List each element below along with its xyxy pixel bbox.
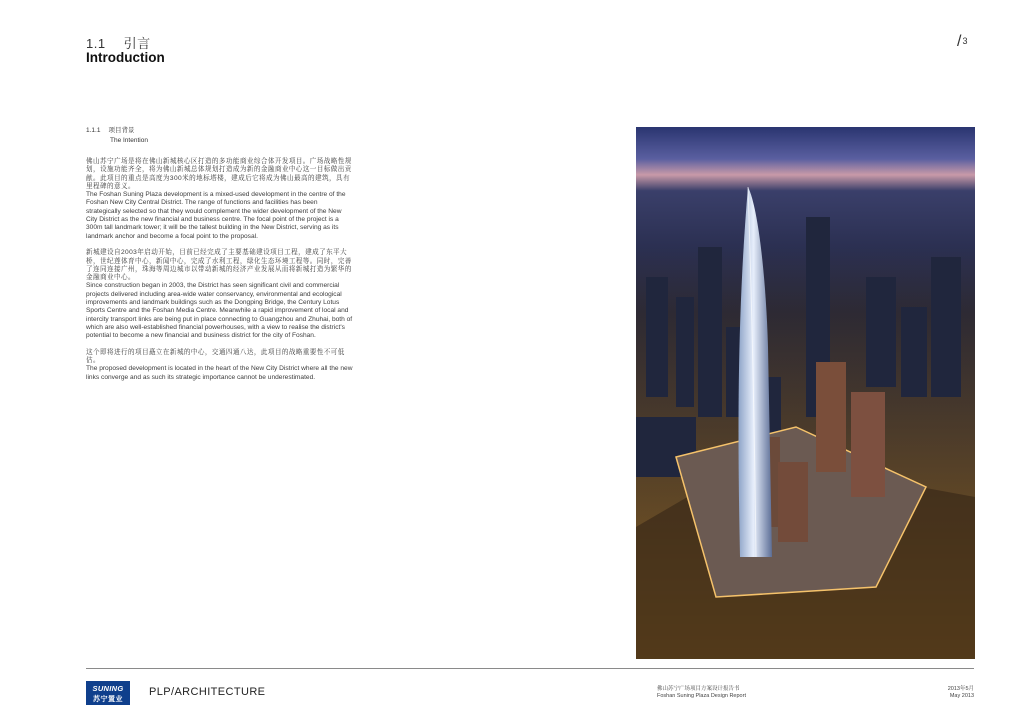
paragraph-2-en: Since construction began in 2003, the District has seen significant civil and commercial projects delivered including area-wide water conservancy, environmental and ecological improvements and landmark buildings such as the Dongping Bridge, the Century Lotus Sports Centre and the Foshan Media Centre. Meanwhile a rapid improvement of local and intercity transport links are being put in place connecting to Guangzhou and Zhuhai, both of which are also well-established financial powerhouses, with a view to realise the district's potential to become a new financial and business district for the city of Foshan.: [86, 282, 353, 340]
architect-name: PLP/ARCHITECTURE: [149, 686, 266, 698]
body-text: [86, 158, 354, 390]
logo-text-cn: 苏宁置业: [93, 696, 123, 703]
residential-tower-1: [816, 362, 846, 472]
residential-tower-4: [778, 462, 808, 542]
document-title-cn: 佛山苏宁广场项目方案设计报告书: [657, 686, 740, 692]
paragraph-1-cn: 佛山苏宁广场是将在佛山新城核心区打造的多功能商业综合体开发项目。广场战略性规划，设施功能齐全，将为佛山新城总体规划打造成为新的金融商业中心这一目标做出贡献。此项目的重点是高度为300米的地标塔楼，建成后它将成为佛山最高的建筑，具有里程碑的意义。: [86, 158, 352, 190]
document-date-en: May 2013: [949, 693, 974, 699]
page-number: [957, 31, 967, 49]
subsection-title-cn: 项目背景: [108, 127, 135, 134]
residential-tower-2: [851, 392, 885, 497]
rendering-illustration: [636, 127, 975, 659]
logo-text-en: SUNING: [92, 684, 124, 693]
document-date: [948, 686, 974, 700]
subsection-heading: [86, 125, 148, 144]
section-title-cn: 引言: [123, 36, 151, 51]
section-number: 1.1: [86, 36, 106, 51]
suning-logo: [86, 681, 130, 705]
night-aerial-rendering: [636, 127, 975, 659]
paragraph-1-en: The Foshan Suning Plaza development is a mixed-used development in the centre of the Foshan New City Central District. The range of functions and facilities has been strategically selected so that they would complement the wider development of the New City District as the new financial and business centre. The focal point of the project is a 300m tall landmark tower; it will be the tallest building in the New District, serving as its landmark anchor and become a focal point to the proposal.: [86, 191, 346, 240]
document-title-en: Foshan Suning Plaza Design Report: [657, 693, 746, 699]
section-title-en: Introduction: [86, 50, 165, 65]
document-date-cn: 2013年5月: [947, 686, 974, 692]
paragraph-2-cn: 新城建设自2003年启动开始，目前已经完成了主要基础建设项目工程，建成了东平大桥，世纪莲体育中心，新闻中心，完成了水利工程，绿化生态环境工程等。同时，完善了连同连接广州，珠海等周边城市以带动新城的经济产业发展从而将新城打造为繁华的金融商业中心。: [86, 249, 352, 282]
footer-divider: [86, 668, 974, 669]
page-slash-mark: /: [957, 33, 962, 50]
paragraph-3-cn: 这个即将进行的项目矗立在新城的中心，交通四通八达，此项目的战略重要性不可低估。: [86, 348, 345, 365]
document-title: [657, 686, 746, 700]
paragraph-3-en: The proposed development is located in the heart of the New City District where all the new links converge and as such its strategic importance cannot be underestimated.: [86, 365, 353, 381]
subsection-title-en: The Intention: [110, 137, 148, 144]
subsection-number: 1.1.1: [86, 127, 101, 134]
page-number-value: 3: [962, 36, 968, 46]
